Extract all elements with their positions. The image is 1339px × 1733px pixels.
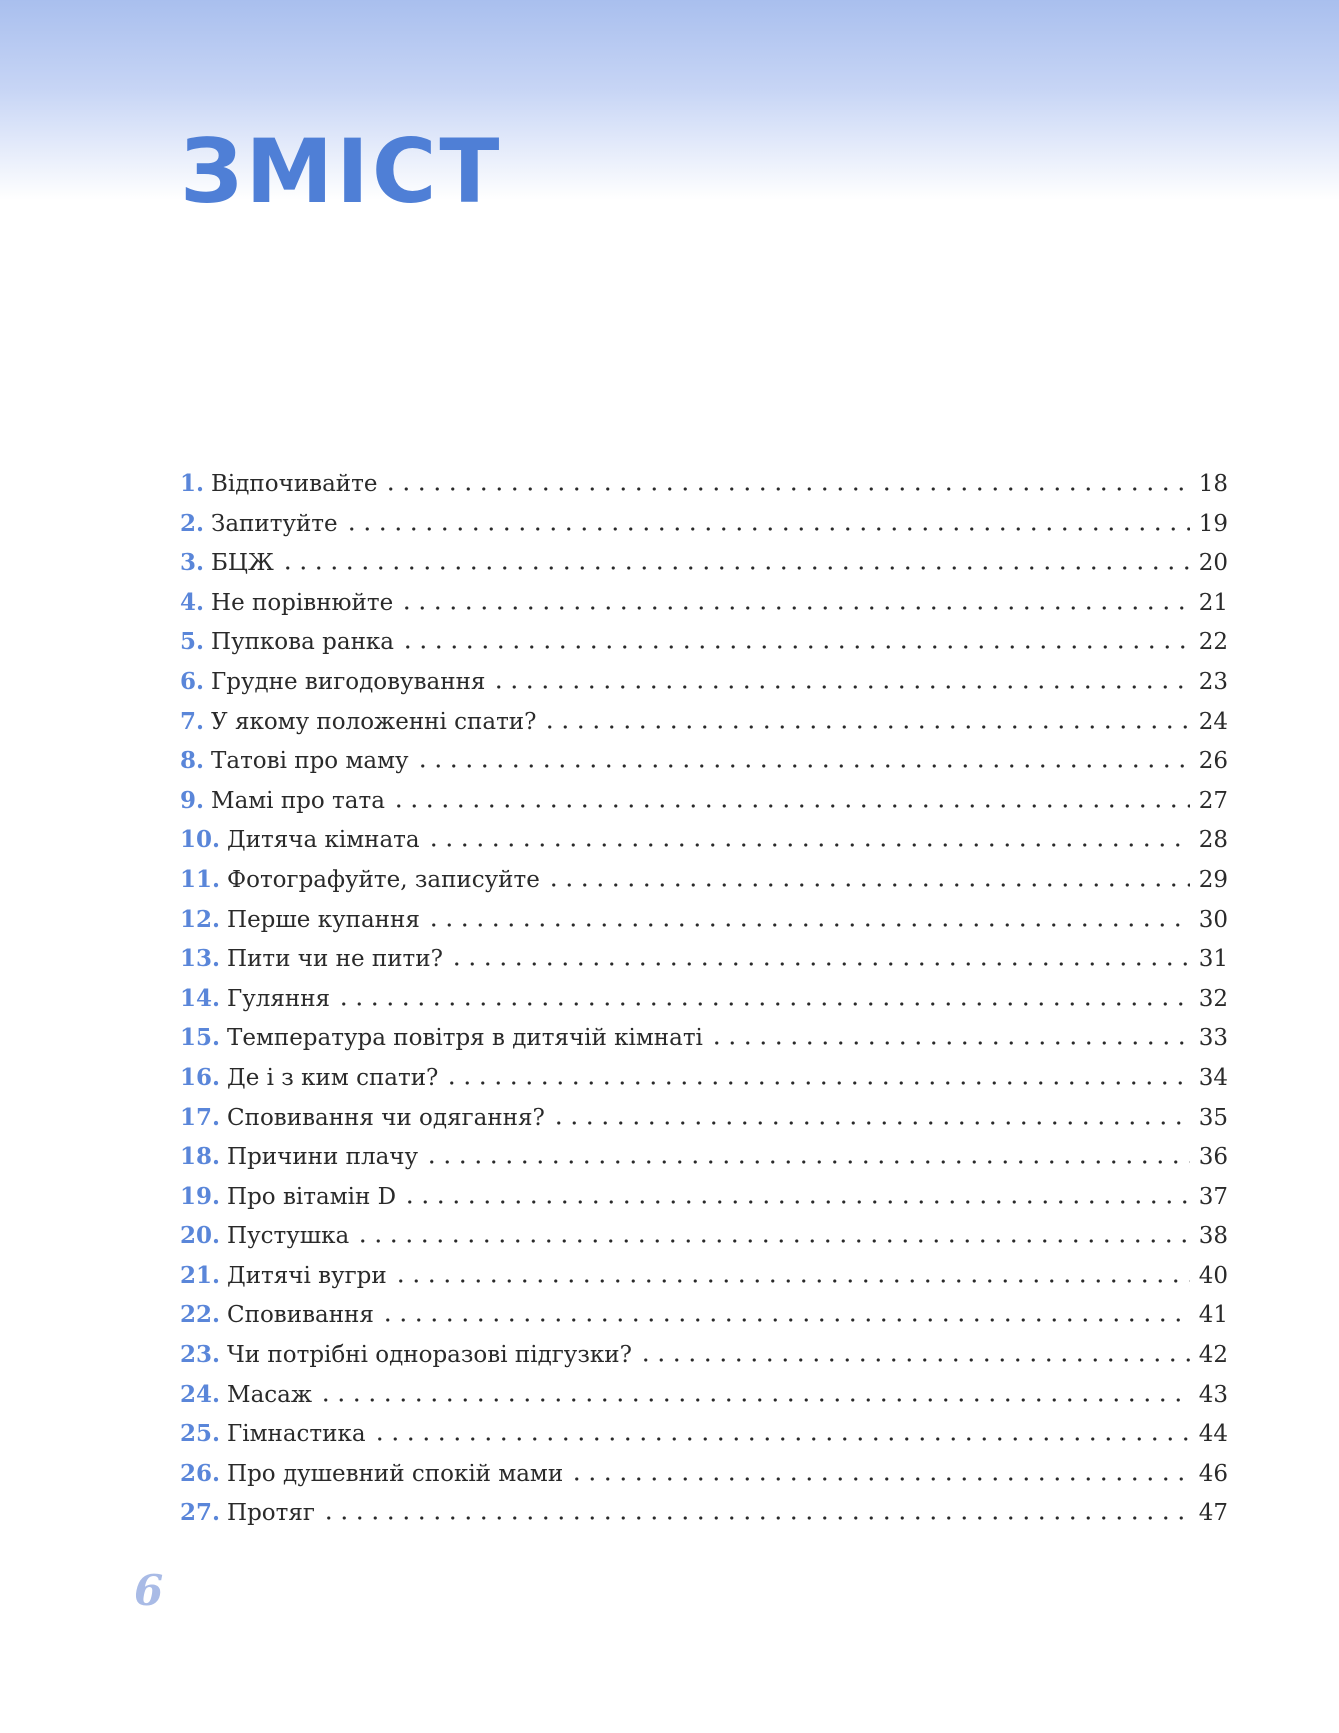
- toc-entry[interactable]: [180, 1064, 1228, 1104]
- toc-entry-page: 38: [1198, 1223, 1228, 1250]
- toc-entry-page: 21: [1198, 589, 1228, 616]
- toc-dot-leader: [424, 1160, 1190, 1164]
- toc-entry-number: 3.: [180, 549, 205, 577]
- toc-entry[interactable]: [180, 1381, 1228, 1421]
- toc-entry-number: 16.: [180, 1063, 221, 1091]
- toc-entry-number: 8.: [180, 747, 205, 775]
- toc-entry-page: 30: [1198, 906, 1228, 933]
- toc-dot-leader: [444, 1081, 1190, 1085]
- toc-entry-title: Сповивання: [227, 1302, 374, 1329]
- toc-entry-title: Про вітамін D: [227, 1183, 397, 1210]
- toc-entry-title: Чи потрібні одноразові підгузки?: [227, 1342, 632, 1369]
- toc-entry-number: 2.: [180, 509, 205, 537]
- toc-dot-leader: [426, 923, 1190, 927]
- toc-entry[interactable]: [180, 668, 1228, 708]
- toc-entry-page: 47: [1198, 1500, 1228, 1527]
- toc-entry[interactable]: [180, 1420, 1228, 1460]
- page-number: 6: [134, 1566, 164, 1615]
- toc-entry-title: Дитяча кімната: [227, 827, 420, 854]
- toc-entry-number: 20.: [180, 1222, 221, 1250]
- toc-entry-number: 25.: [180, 1420, 221, 1448]
- toc-entry[interactable]: [180, 747, 1228, 787]
- toc-entry-title: Відпочивайте: [211, 471, 378, 497]
- toc-entry-page: 24: [1198, 708, 1228, 735]
- toc-entry-title: Мамі про тата: [211, 787, 385, 814]
- toc-entry-number: 10.: [180, 826, 221, 854]
- toc-dot-leader: [383, 487, 1190, 491]
- toc-entry-page: 27: [1198, 787, 1228, 814]
- toc-entry[interactable]: [180, 628, 1228, 668]
- toc-entry-page: 31: [1198, 946, 1228, 973]
- toc-entry-page: 41: [1198, 1302, 1228, 1329]
- toc-entry[interactable]: [180, 945, 1228, 985]
- toc-entry[interactable]: [180, 1183, 1228, 1223]
- toc-entry-number: 27.: [180, 1499, 221, 1527]
- toc-entry[interactable]: [180, 1024, 1228, 1064]
- toc-entry-number: 12.: [180, 905, 221, 933]
- toc-entry-number: 19.: [180, 1182, 221, 1210]
- toc-entry-page: 33: [1198, 1025, 1228, 1052]
- toc-entry[interactable]: [180, 1460, 1228, 1500]
- toc-dot-leader: [372, 1437, 1190, 1441]
- toc-entry-page: 32: [1198, 985, 1228, 1012]
- toc-dot-leader: [426, 843, 1190, 847]
- toc-entry-title: Пупкова ранка: [211, 629, 394, 656]
- toc-entry-title: Температура повітря в дитячій кімнаті: [227, 1025, 703, 1052]
- toc-dot-leader: [415, 764, 1191, 768]
- toc-entry-title: Про душевний спокій мами: [227, 1460, 564, 1487]
- toc-entry[interactable]: [180, 787, 1228, 827]
- table-of-contents: [180, 470, 1228, 1539]
- toc-entry-number: 22.: [180, 1301, 221, 1329]
- toc-entry-page: 40: [1198, 1262, 1228, 1289]
- toc-entry[interactable]: [180, 1262, 1228, 1302]
- toc-entry-number: 21.: [180, 1261, 221, 1289]
- toc-entry-title: Масаж: [227, 1381, 313, 1408]
- toc-entry-number: 14.: [180, 984, 221, 1012]
- toc-entry[interactable]: [180, 1104, 1228, 1144]
- toc-dot-leader: [546, 883, 1190, 887]
- toc-dot-leader: [542, 725, 1190, 729]
- toc-entry-title: Грудне вигодовування: [211, 668, 486, 695]
- toc-entry-title: У якому положенні спати?: [211, 708, 537, 735]
- toc-entry-title: Причини плачу: [227, 1144, 419, 1171]
- toc-entry-number: 13.: [180, 945, 221, 973]
- toc-entry-title: Не порівнюйте: [211, 589, 394, 616]
- toc-entry[interactable]: [180, 510, 1228, 550]
- toc-entry[interactable]: [180, 1301, 1228, 1341]
- toc-entry-number: 7.: [180, 707, 205, 735]
- toc-entry-page: 43: [1198, 1381, 1228, 1408]
- toc-entry-page: 22: [1198, 629, 1228, 656]
- toc-entry-title: Перше купання: [227, 906, 420, 933]
- toc-entry-title: Фотографуйте, записуйте: [227, 866, 540, 893]
- toc-entry-title: Дитячі вугри: [227, 1262, 387, 1289]
- toc-dot-leader: [638, 1358, 1190, 1362]
- toc-entry[interactable]: [180, 1499, 1228, 1539]
- toc-entry-page: 19: [1198, 510, 1228, 537]
- toc-dot-leader: [551, 1121, 1190, 1125]
- toc-entry[interactable]: [180, 906, 1228, 946]
- toc-dot-leader: [491, 685, 1190, 689]
- toc-entry-page: 36: [1198, 1144, 1228, 1171]
- toc-entry[interactable]: [180, 1341, 1228, 1381]
- toc-entry-page: 28: [1198, 827, 1228, 854]
- toc-entry-page: 35: [1198, 1104, 1228, 1131]
- toc-entry[interactable]: [180, 589, 1228, 629]
- toc-entry-title: Татові про маму: [211, 748, 409, 775]
- toc-dot-leader: [393, 1279, 1190, 1283]
- toc-entry-number: 18.: [180, 1143, 221, 1171]
- toc-entry-number: 17.: [180, 1103, 221, 1131]
- toc-dot-leader: [391, 804, 1190, 808]
- toc-dot-leader: [402, 1200, 1190, 1204]
- toc-entry-title: Запитуйте: [211, 510, 338, 537]
- toc-entry[interactable]: [180, 708, 1228, 748]
- page-title: ЗМІСТ: [180, 120, 503, 223]
- toc-dot-leader: [336, 1002, 1190, 1006]
- toc-entry-number: 6.: [180, 667, 205, 695]
- toc-entry-number: 1.: [180, 470, 205, 497]
- toc-entry-page: 23: [1198, 668, 1228, 695]
- toc-entry-title: Сповивання чи одягання?: [227, 1104, 545, 1131]
- toc-entry[interactable]: [180, 470, 1228, 510]
- toc-entry-page: 26: [1198, 748, 1228, 775]
- toc-entry-title: Гуляння: [227, 985, 331, 1012]
- toc-entry-page: 20: [1198, 550, 1228, 577]
- toc-entry-number: 11.: [180, 865, 221, 893]
- toc-dot-leader: [709, 1041, 1190, 1045]
- toc-entry-number: 26.: [180, 1459, 221, 1487]
- toc-entry[interactable]: [180, 985, 1228, 1025]
- toc-entry-title: Де і з ким спати?: [227, 1064, 439, 1091]
- toc-entry-page: 29: [1198, 866, 1228, 893]
- toc-entry-title: Гімнастика: [227, 1421, 366, 1448]
- toc-entry-title: Протяг: [227, 1500, 315, 1527]
- toc-entry-page: 34: [1198, 1064, 1228, 1091]
- toc-entry-number: 15.: [180, 1024, 221, 1052]
- toc-dot-leader: [280, 566, 1190, 570]
- toc-dot-leader: [344, 527, 1190, 531]
- toc-dot-leader: [321, 1516, 1190, 1520]
- toc-dot-leader: [569, 1477, 1190, 1481]
- toc-entry-page: 46: [1198, 1460, 1228, 1487]
- toc-entry[interactable]: [180, 826, 1228, 866]
- toc-entry-page: 44: [1198, 1421, 1228, 1448]
- toc-dot-leader: [399, 606, 1190, 610]
- toc-dot-leader: [400, 645, 1190, 649]
- toc-dot-leader: [380, 1318, 1190, 1322]
- toc-entry[interactable]: [180, 866, 1228, 906]
- toc-entry[interactable]: [180, 1222, 1228, 1262]
- toc-entry-number: 24.: [180, 1380, 221, 1408]
- toc-entry-title: Пити чи не пити?: [227, 946, 443, 973]
- toc-entry-page: 18: [1198, 471, 1228, 497]
- toc-entry-number: 9.: [180, 786, 205, 814]
- toc-entry[interactable]: [180, 549, 1228, 589]
- toc-entry-number: 4.: [180, 588, 205, 616]
- toc-dot-leader: [318, 1398, 1190, 1402]
- toc-entry-page: 37: [1198, 1183, 1228, 1210]
- toc-entry-title: БЦЖ: [211, 550, 274, 577]
- toc-entry-title: Пустушка: [227, 1223, 350, 1250]
- toc-entry-number: 23.: [180, 1341, 221, 1369]
- toc-dot-leader: [449, 962, 1190, 966]
- toc-entry-number: 5.: [180, 628, 205, 656]
- toc-entry-page: 42: [1198, 1342, 1228, 1369]
- toc-dot-leader: [355, 1239, 1190, 1243]
- toc-entry[interactable]: [180, 1143, 1228, 1183]
